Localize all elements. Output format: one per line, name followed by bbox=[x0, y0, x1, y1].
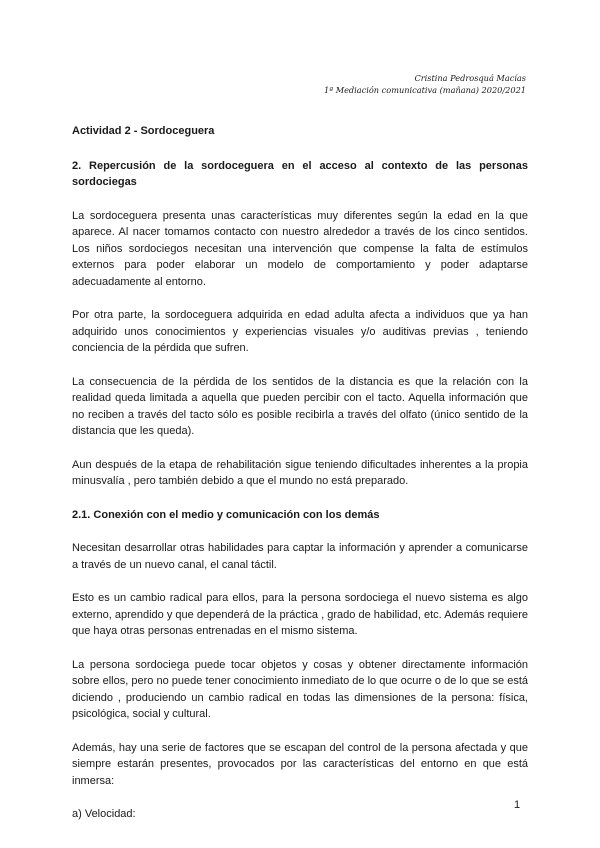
section-heading: 2. Repercusión de la sordoceguera en el acceso al contexto de las personas sordociegas bbox=[72, 159, 528, 188]
paragraph: Además, hay una serie de factores que se escapan del control de la persona afectada y que siempre estarán presentes, provocados por las características del entorno en que está inmersa: bbox=[72, 741, 528, 787]
header-author: Cristina Pedrosquá Macías bbox=[414, 73, 526, 83]
header-course: 1ª Mediación comunicativa (mañana) 2020/2021 bbox=[324, 85, 526, 95]
document-title: Actividad 2 - Sordoceguera bbox=[72, 125, 215, 137]
paragraph: Aun después de la etapa de rehabilitación sigue teniendo dificultades inherentes a la propia minusvalía , pero también debido a que el mundo no está preparado. bbox=[72, 458, 528, 487]
paragraph: La persona sordociega puede tocar objetos y cosas y obtener directamente información sobre ellos, pero no puede tener conocimiento inmediato de lo que ocurre o de lo que se está diciendo , produciendo un cambio radical en todas las dimensiones de la persona: física, psicológica, social y cultural. bbox=[72, 658, 528, 720]
list-item: a) Velocidad: bbox=[72, 808, 136, 820]
document-body bbox=[72, 123, 528, 840]
paragraph: La consecuencia de la pérdida de los sentidos de la distancia es que la relación con la realidad queda limitada a aquella que pueden percibir con el tacto. Aquella información que no reciben a través del tacto sólo es posible recibirla a través del olfato (único sentido de la distancia que les queda). bbox=[72, 375, 528, 437]
paragraph: Por otra parte, la sordoceguera adquirida en edad adulta afecta a individuos que ya han adquirido unos conocimientos y experiencias visuales y/o auditivas previas , teniendo conciencia de la pérdida que sufren. bbox=[72, 309, 528, 354]
paragraph: Esto es un cambio radical para ellos, para la persona sordociega el nuevo sistema es algo externo, aprendido y que dependerá de la práctica , grado de habilidad, etc. Además requiere que haya otras personas entrenadas en el mismo sistema. bbox=[72, 592, 528, 637]
page-header bbox=[324, 72, 526, 96]
paragraph: La sordoceguera presenta unas características muy diferentes según la edad en la que aparece. Al nacer tomamos contacto con nuestro alrededor a través de los cinco sentidos. Los niños sordociegos necesitan una intervención que compense la falta de estímulos externos para poder elaborar un modelo de comportamiento y poder adaptarse adecuadamente al entorno. bbox=[72, 209, 528, 288]
subsection-heading: 2.1. Conexión con el medio y comunicación con los demás bbox=[72, 508, 380, 521]
paragraph: Necesitan desarrollar otras habilidades para captar la información y aprender a comunicarse a través de un nuevo canal, el canal táctil. bbox=[72, 542, 528, 571]
page-number: 1 bbox=[514, 799, 521, 811]
